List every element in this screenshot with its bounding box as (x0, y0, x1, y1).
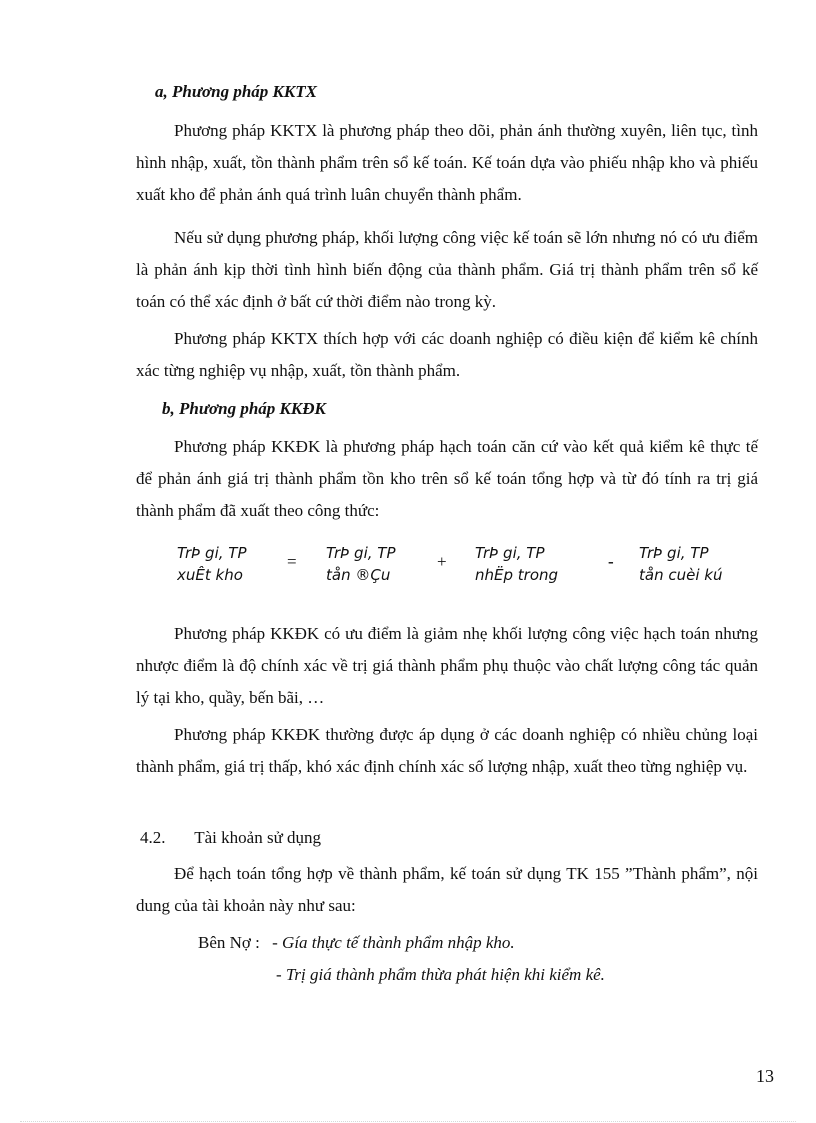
paragraph-kktx-advantage: Nếu sử dụng phương pháp, khối lượng công việc kế toán sẽ lớn nhưng nó có ưu điểm là phản ánh kịp thời tình hình biến động của thành phẩm. Giá trị thành phẩm trên sổ kế toán có thể xác định ở bất cứ thời điểm nào trong kỳ. (136, 228, 758, 311)
paragraph-kktx-applicability: Phương pháp KKTX thích hợp với các doanh nghiệp có điều kiện để kiểm kê chính xác từng nghiệp vụ nhập, xuất, tồn thành phẩm. (136, 329, 758, 380)
formula-term-exported-line2: xuÊt kho (177, 566, 243, 584)
formula-minus: - (608, 552, 614, 571)
formula-plus: + (437, 552, 447, 571)
formula-term-opening-line1: TrÞ gi, TP (326, 544, 396, 562)
footer-divider (20, 1121, 796, 1122)
debit-item-2: - Trị giá thành phẩm thừa phát hiện khi kiểm kê. (276, 965, 605, 984)
debit-item-1: - Gía thực tế thành phẩm nhập kho. (272, 933, 515, 952)
debit-side-line2 (276, 965, 605, 985)
section-title: Tài khoản sử dụng (194, 828, 322, 847)
section-number: 4.2. (140, 828, 166, 847)
formula-term-opening (326, 542, 426, 592)
heading-kktx: a, Phương pháp KKTX (155, 82, 317, 101)
formula-term-closing (639, 542, 749, 592)
formula-equals: = (287, 552, 297, 571)
page-number: 13 (756, 1066, 774, 1086)
formula-term-exported (177, 542, 277, 592)
paragraph-kkdk-pros-cons: Phương pháp KKĐK có ưu điểm là giảm nhẹ khối lượng công việc hạch toán nhưng nhược điểm là độ chính xác về trị giá thành phẩm phụ thuộc vào chất lượng công tác quản lý tại kho, quầy, bến bãi, … (136, 624, 758, 707)
section-heading (140, 828, 321, 848)
formula-term-imported-line2: nhËp trong (475, 566, 559, 584)
formula (0, 540, 816, 592)
formula-term-imported-line1: TrÞ gi, TP (475, 544, 545, 562)
debit-label: Bên Nợ : (198, 933, 260, 952)
heading-kkdk: b, Phương pháp KKĐK (162, 399, 326, 418)
formula-term-exported-line1: TrÞ gi, TP (177, 544, 247, 562)
formula-term-closing-line1: TrÞ gi, TP (639, 544, 709, 562)
debit-side-line1 (198, 933, 515, 953)
paragraph-kkdk-definition: Phương pháp KKĐK là phương pháp hạch toán căn cứ vào kết quả kiểm kê thực tế để phản ánh giá trị thành phẩm tồn kho trên sổ kế toán tổng hợp và từ đó tính ra trị giá thành phẩm đã xuất theo công thức: (136, 437, 758, 520)
formula-term-opening-line2: tån ®Çu (326, 566, 391, 584)
paragraph-kktx-definition: Phương pháp KKTX là phương pháp theo dõi, phản ánh thường xuyên, liên tục, tình hình nhập, xuất, tồn thành phẩm trên sổ kế toán. Kế toán dựa vào phiếu nhập kho và phiếu xuất kho để phản ánh quá trình luân chuyển thành phẩm. (136, 121, 758, 204)
formula-term-imported (475, 542, 585, 592)
paragraph-account-155: Để hạch toán tổng hợp về thành phẩm, kế toán sử dụng TK 155 ”Thành phẩm”, nội dung của tài khoản này như sau: (136, 864, 758, 915)
paragraph-kkdk-applicability: Phương pháp KKĐK thường được áp dụng ở các doanh nghiệp có nhiều chủng loại thành phẩm, giá trị thấp, khó xác định chính xác số lượng nhập, xuất theo từng nghiệp vụ. (136, 725, 758, 776)
formula-term-closing-line2: tån cuèi kú (639, 566, 723, 584)
